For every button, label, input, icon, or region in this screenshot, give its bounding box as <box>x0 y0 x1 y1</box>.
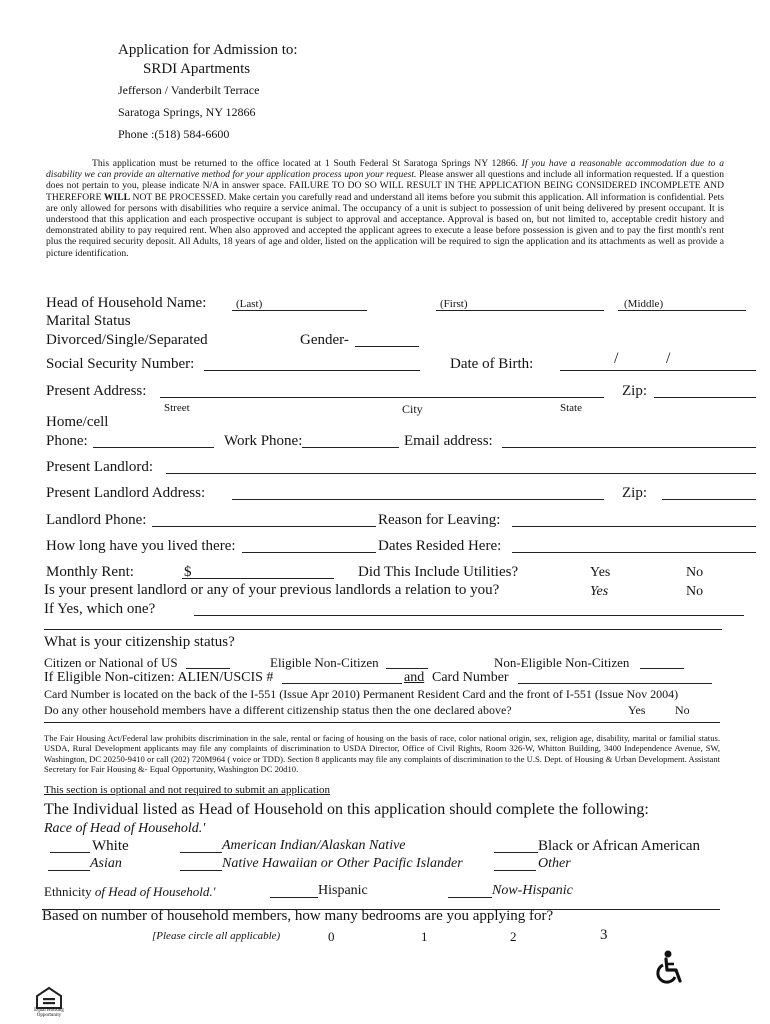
other-citizenship-question: Do any other household members have a different citizenship status then the one declared above? <box>44 703 512 717</box>
non-eligible-label: Non-Eligible Non-Citizen <box>494 655 630 670</box>
header-phone: Phone :(518) 584-6600 <box>118 127 230 141</box>
middle-name-field[interactable] <box>618 310 746 311</box>
citizen-field[interactable] <box>186 668 230 669</box>
intro-text-2: Please answer all questions and include all information requested. If a question does not pertain to you, please indicate N/A in answer space. FAILURE TO DO SO WILL RESULT IN THE APPLICATION BEING CONSIDERED INCOMPLETE AND THEREFORE <box>46 169 724 203</box>
landlord-phone-field[interactable] <box>152 526 376 527</box>
monthly-rent-label: Monthly Rent: <box>46 564 134 580</box>
email-field[interactable] <box>502 447 756 448</box>
first-name-field[interactable] <box>436 310 604 311</box>
ssn-label: Social Security Number: <box>46 356 195 372</box>
race-label: Race of Head of Household.' <box>44 821 206 836</box>
alien-label: If Eligible Non-citizen: ALIEN/USCIS # <box>44 670 274 685</box>
divider-2 <box>44 722 720 723</box>
hawaiian-field[interactable] <box>180 870 222 871</box>
zip-field[interactable] <box>654 397 756 398</box>
head-of-household-label: Head of Household Name: <box>46 295 207 311</box>
landlord-field[interactable] <box>166 473 756 474</box>
which-field[interactable] <box>194 615 744 616</box>
dob-field[interactable] <box>560 370 756 371</box>
bedroom-option-2[interactable]: 2 <box>510 929 517 944</box>
asian-field[interactable] <box>48 870 90 871</box>
divider-1 <box>44 629 722 630</box>
dollar-sign: $ <box>184 564 192 580</box>
american-indian-field[interactable] <box>180 852 222 853</box>
marital-status-label: Marital Status <box>46 313 131 329</box>
intro-text-bold: WILL <box>103 191 131 203</box>
bedroom-option-0[interactable]: 0 <box>328 929 335 944</box>
black-label: Black or African American <box>538 838 701 854</box>
phone-field[interactable] <box>93 447 214 448</box>
wheelchair-accessible-icon <box>654 950 686 991</box>
gender-field[interactable] <box>355 346 419 347</box>
street-hint: Street <box>164 402 190 414</box>
citizenship-heading: What is your citizenship status? <box>44 634 235 650</box>
email-label: Email address: <box>404 433 493 449</box>
other-citizenship-yes[interactable]: Yes <box>628 703 646 717</box>
card-number-label: Card Number <box>432 670 509 685</box>
fair-housing-notice: The Fair Housing Act/Federal law prohibits discrimination in the sale, rental or facing of housing on the basis of race, color national origin, sex, religion age, disability, marital or familial status. USDA, Rural Development applicants may file any complaints of discrimination to USDA Director, Office of Civil Rights, Room 326-W, Whitton Building, 3400 Independence Avenue, SW, Washington, DC 20250-9410 or call (202) 720M964 ( voice or TDD). Section 8 applicants may file any complaints of discrimination to the U.S. Dept. of Housing & Urban Development. Assistant Secretary for Fair Housing &- Equal Opportunity, Washington DC 20d10. <box>44 733 720 775</box>
relation-yes[interactable]: Yes <box>590 584 609 599</box>
card-note: Card Number is located on the back of the I-551 (Issue Apr 2010) Permanent Resident Card and the front of I-551 (Issue Nov 2004) <box>44 687 679 701</box>
eligible-field[interactable] <box>386 668 428 669</box>
non-eligible-field[interactable] <box>640 668 684 669</box>
citizen-label: Citizen or National of US <box>44 655 178 670</box>
hawaiian-label: Native Hawaiian or Other Pacific Islander <box>222 856 463 871</box>
bedroom-option-1[interactable]: 1 <box>421 929 428 944</box>
how-long-label: How long have you lived there: <box>46 538 236 554</box>
asian-label: Asian <box>90 856 122 871</box>
header-address-1: Jefferson / Vanderbilt Terrace <box>118 83 260 97</box>
reason-label: Reason for Leaving: <box>378 512 501 528</box>
last-name-hint: (Last) <box>236 298 263 310</box>
intro-text-3: NOT BE PROCESSED. Make certain you carefully read and understand all items before you submit this application. All information is confidential. Pets are only allowed for persons with disabilities who require a service animal. The occupancy of a unit is subject to possession of unit being delivered by present occupant. It is understood that this application and each prospective occupant is subject to approval and acceptance. Approval is based on, but not limited to, acceptable credit history and demonstrated ability to pay required rent. When also approved and accepted the applicant agrees to execute a lease before possession is given and to pay the first month's rent plus the required security deposit. All Adults, 18 years of age and older, listed on the application will be required to sign the application and its attachments as well as provide a picture identification. <box>46 191 724 259</box>
last-name-field[interactable] <box>232 310 367 311</box>
intro-paragraph <box>46 158 724 259</box>
which-label: If Yes, which one? <box>44 601 156 617</box>
non-hispanic-field[interactable] <box>448 897 492 898</box>
dob-label: Date of Birth: <box>450 356 534 372</box>
present-address-field[interactable] <box>160 397 604 398</box>
header-title: Application for Admission to: <box>118 42 298 58</box>
optional-heading: The Individual listed as Head of Household on this application should complete the following: <box>44 801 649 818</box>
white-field[interactable] <box>50 852 90 853</box>
dates-field[interactable] <box>512 552 756 553</box>
bedroom-option-3[interactable]: 3 <box>600 927 608 943</box>
gender-label: Gender- <box>300 332 349 348</box>
alien-field[interactable] <box>282 683 402 684</box>
ethnicity-label <box>44 884 215 900</box>
zip-label: Zip: <box>622 383 647 399</box>
other-race-label: Other <box>538 856 571 871</box>
american-indian-label: American Indian/Alaskan Native <box>222 838 406 853</box>
dob-separator-2: / <box>666 350 671 367</box>
dob-separator-1: / <box>614 350 619 367</box>
utilities-label: Did This Include Utilities? <box>358 564 519 580</box>
home-cell-label: Home/cell <box>46 414 109 430</box>
ssn-field[interactable] <box>204 370 420 371</box>
black-field[interactable] <box>494 852 538 853</box>
landlord-address-label: Present Landlord Address: <box>46 485 206 501</box>
bedrooms-question: Based on number of household members, how many bedrooms are you applying for? <box>42 908 554 924</box>
eligible-label: Eligible Non-Citizen <box>270 655 379 670</box>
white-label: White <box>92 838 129 854</box>
relation-label: Is your present landlord or any of your previous landlords a relation to you? <box>44 582 500 598</box>
monthly-rent-field[interactable] <box>182 578 334 579</box>
intro-text-1: This application must be returned to the office located at 1 South Federal St Saratoga Springs NY 12866. <box>92 158 518 169</box>
dates-label: Dates Resided Here: <box>378 538 502 554</box>
city-hint: City <box>402 402 423 416</box>
marital-options[interactable]: Divorced/Single/Separated <box>46 332 208 348</box>
hispanic-field[interactable] <box>270 897 318 898</box>
work-phone-label: Work Phone: <box>224 433 303 449</box>
ethnicity-text: Ethnicity <box>44 884 92 899</box>
non-hispanic-label: Now-Hispanic <box>492 883 573 898</box>
state-hint: State <box>560 402 582 414</box>
and-text: and <box>404 670 425 685</box>
hispanic-label: Hispanic <box>318 883 368 898</box>
present-address-label: Present Address: <box>46 383 147 399</box>
intro-text-italic: If you have a reasonable accommodation due to a disability we can provide an alternative method for your application process upon your request. <box>46 158 724 181</box>
zip-2-field[interactable] <box>662 499 756 500</box>
utilities-yes[interactable]: Yes <box>590 565 611 580</box>
header-address-2: Saratoga Springs, NY 12866 <box>118 105 256 119</box>
other-race-field[interactable] <box>494 870 536 871</box>
bedrooms-hint: [Please circle all applicable) <box>152 930 281 942</box>
landlord-address-field[interactable] <box>232 499 604 500</box>
card-number-field[interactable] <box>518 683 712 684</box>
equal-housing-logo <box>32 986 66 1021</box>
other-citizenship-no[interactable]: No <box>675 703 690 717</box>
landlord-label: Present Landlord: <box>46 459 154 475</box>
how-long-field[interactable] <box>242 552 376 553</box>
phone-label: Phone: <box>46 433 88 449</box>
landlord-phone-label: Landlord Phone: <box>46 512 147 528</box>
zip-2-label: Zip: <box>622 485 647 501</box>
first-name-hint: (First) <box>440 298 468 310</box>
ethnicity-italic: of Head of Household.' <box>94 884 216 899</box>
middle-name-hint: (Middle) <box>624 298 664 310</box>
work-phone-field[interactable] <box>302 447 399 448</box>
equal-housing-text: Equal Housing Opportunity <box>34 1008 64 1018</box>
optional-note: This section is optional and not required to submit an application <box>44 784 330 796</box>
header-org: SRDI Apartments <box>143 61 251 77</box>
reason-field[interactable] <box>512 526 756 527</box>
utilities-no[interactable]: No <box>686 565 704 580</box>
relation-no[interactable]: No <box>686 584 704 599</box>
